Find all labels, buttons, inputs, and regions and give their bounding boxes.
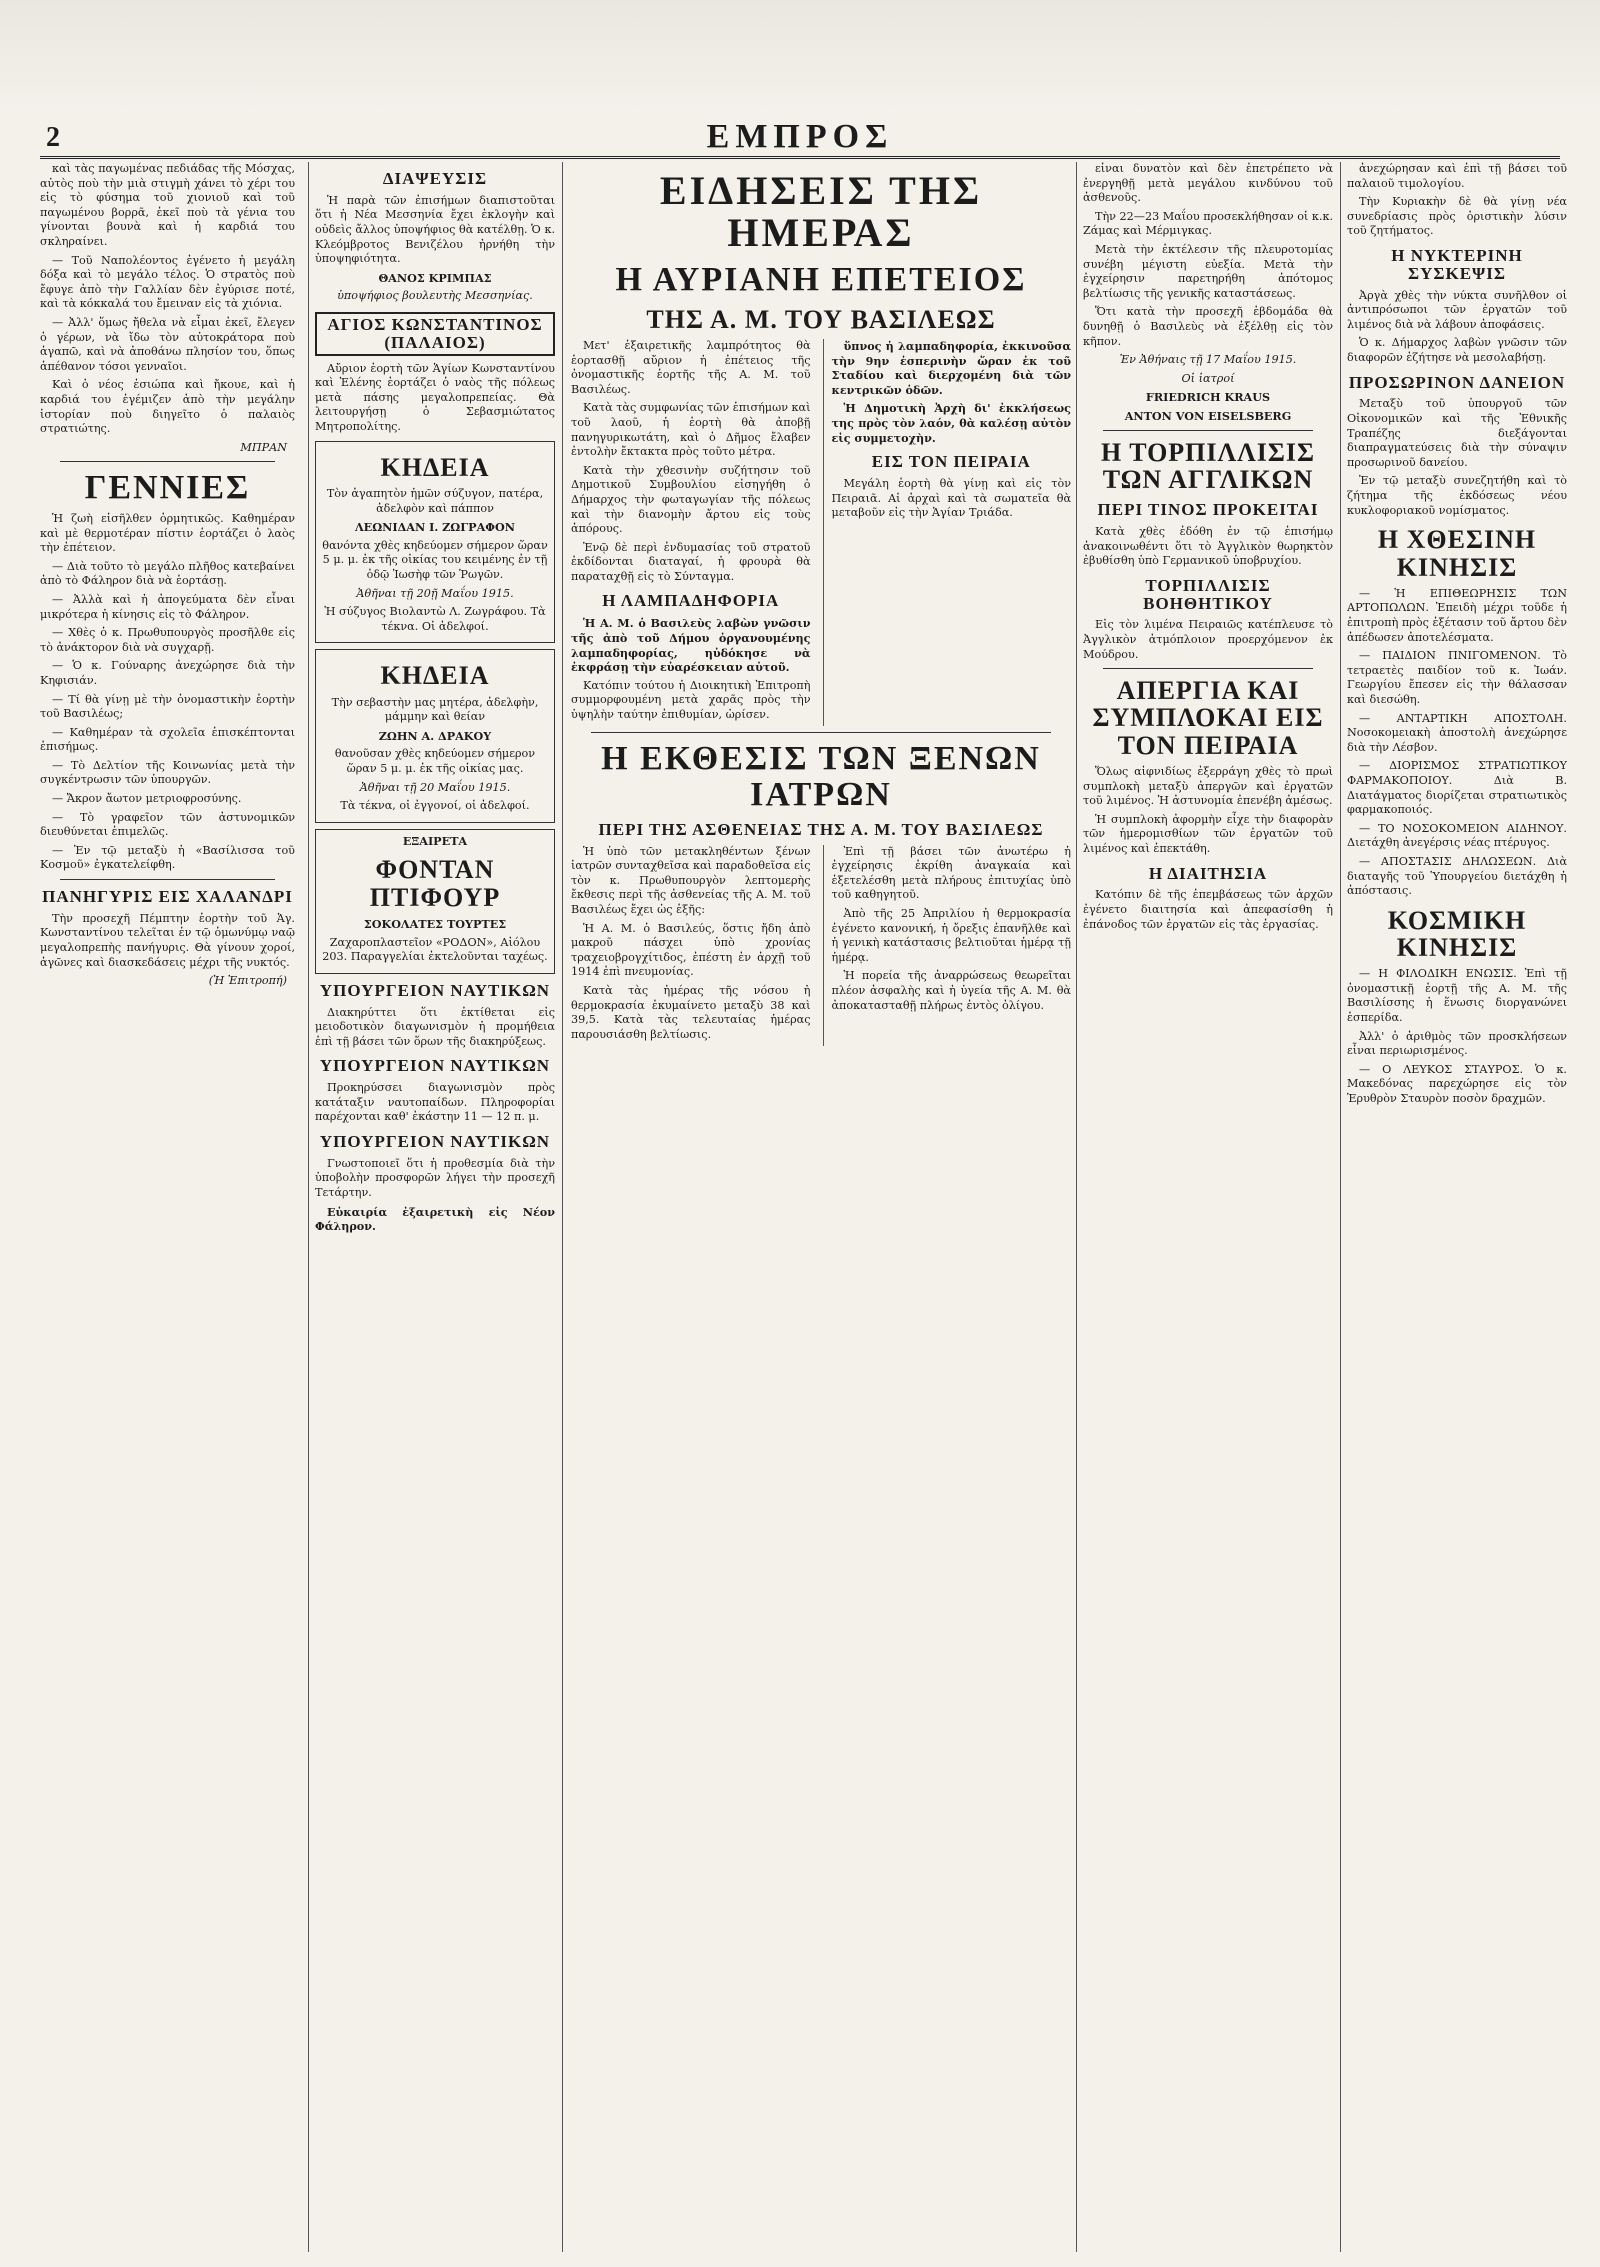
notice-text: Προκηρύσσει διαγωνισμὸν πρὸς κατάταξιν ναυτοπαίδων. Πληροφορίαι παρέχονται καθ' ἑκάστην 11 — 12 π. μ. bbox=[315, 1081, 555, 1124]
article-text: Ὅλως αἰφνιδίως ἐξερράγη χθὲς τὸ πρωὶ συμπλοκὴ μεταξὺ ἀπεργῶν καὶ ἐργατῶν τοῦ λιμένος. Ἡ ἀστυνομία ἐπενέβη ἀμέσως. bbox=[1083, 765, 1333, 808]
section-heading-news-of-day: ΕΙΔΗΣΕΙΣ ΤΗΣ ΗΜΕΡΑΣ bbox=[659, 168, 983, 255]
article-text: Ἡ Α. Μ. ὁ Βασιλεὺς λαβὼν γνῶσιν τῆς ἀπὸ τοῦ Δήμου ὀργανουμένης λαμπαδηφορίας, ηὐδόκησε νὰ ἐκφράσῃ τὴν εὐαρέσκειαν αὐτοῦ. bbox=[571, 616, 811, 675]
news-item: Τὴν προσεχῆ Πέμπτην ἑορτὴν τοῦ Ἁγ. Κωνσταντίνου τελεῖται ἐν τῷ ὁμωνύμῳ ναῷ μεγαλοπρεπὴς πανήγυρις. Θὰ γίνουν χοροί, ἀγῶνες καὶ διασκεδάσεις μέχρι τῆς νυκτός. bbox=[40, 911, 295, 969]
article-text: ὕπνος ἡ λαμπαδηφορία, ἐκκινοῦσα τὴν 9ην ἑσπερινὴν ὥραν ἐκ τοῦ Σταδίου καὶ διερχομένη διὰ τῶν κεντρικῶν ὁδῶν. bbox=[831, 338, 1071, 397]
funeral-family: Τὰ τέκνα, οἱ ἐγγονοί, οἱ ἀδελφοί. bbox=[340, 799, 530, 813]
article-text: καὶ τὰς παγωμένας πεδιάδας τῆς Μόσχας, αὐτὸς ποὺ τὴν μιὰ στιγμὴ χάνει τὸ χέρι του εἰς τὸ φύσημα τοῦ χιονιοῦ καὶ τοῦ παγωμένου βορρᾶ, ἐκεῖ ποὺ τὰ γένια του γίνονται βουνὰ καὶ ἡ καρδιά του σκληραίνει. bbox=[40, 162, 295, 248]
news-item: — Χθὲς ὁ κ. Πρωθυπουργὸς προσῆλθε εἰς τὸ ἀνάκτορον διὰ νὰ συγχαρῇ. bbox=[40, 626, 295, 654]
news-item: — Τί θὰ γίνῃ μὲ τὴν ὀνομαστικὴν ἑορτὴν τοῦ Βασιλέως; bbox=[40, 692, 295, 721]
article-text: — Τοῦ Ναπολέοντος ἐγένετο ἡ μεγάλη δόξα καὶ τὸ μεγάλο τέλος. Ὁ στρατὸς ποὺ ἔφυγε ἀπὸ τὴν Γαλλίαν δὲν ἐγύρισε ποτέ, καὶ τὰ κόκκαλά του ἔμειναν εἰς τὰ χιόνια. bbox=[40, 253, 295, 311]
funeral-name: ΖΩΗΝ Α. ΔΡΑΚΟΥ bbox=[378, 728, 492, 743]
notice-text: Γνωστοποιεῖ ὅτι ἡ προθεσμία διὰ τὴν ὑποβολὴν προσφορῶν λήγει τὴν προσεχῆ Τετάρτην. bbox=[315, 1156, 555, 1199]
column-3 bbox=[562, 162, 1079, 2252]
section-heading-church: ΑΓΙΟΣ ΚΩΝΣΤΑΝΤΙΝΟΣ (ΠΑΛΑΙΟΣ) bbox=[315, 312, 555, 356]
funeral-text: θανόντα χθὲς κηδεύομεν σήμερον ὥραν 5 μ. μ. ἐκ τῆς οἰκίας του κειμένης ἐν τῇ ὁδῷ Ἰωσὴφ τῶν Ῥωγῶν. bbox=[322, 538, 548, 581]
article-text: Ὅτι κατὰ τὴν προσεχῆ ἑβδομάδα θὰ δυνηθῇ ὁ Βασιλεὺς νὰ ἐξέλθῃ εἰς τὸν κῆπον. bbox=[1083, 305, 1333, 348]
divider bbox=[591, 732, 1051, 733]
signature-role: ὑποψήφιος βουλευτὴς Μεσσηνίας. bbox=[337, 289, 533, 303]
funeral-family: Ἡ σύζυγος Βιολαντὼ Λ. Ζωγράφου. Τὰ τέκνα. Οἱ ἀδελφοί. bbox=[324, 605, 546, 633]
headline-strike: ΑΠΕΡΓΙΑ ΚΑΙ ΣΥΜΠΛΟΚΑΙ ΕΙΣ ΤΟΝ ΠΕΙΡΑΙΑ bbox=[1092, 676, 1324, 760]
ad-text: Ζαχαροπλαστεῖον «ΡΟΔΟΝ», Αἰόλου 203. Παραγγελίαι ἐκτελοῦνται ταχέως. bbox=[322, 935, 548, 964]
signature-name: ΘΑΝΟΣ ΚΡΙΜΠΑΣ bbox=[378, 270, 492, 285]
article-text: Κατόπιν δὲ τῆς ἐπεμβάσεως τῶν ἀρχῶν ἐγένετο διαιτησία καὶ ἀπεφασίσθη ἡ ἐπάνοδος τῶν ἐργατῶν εἰς τὰς ἐργασίας. bbox=[1083, 888, 1333, 931]
ad-subtitle: ΣΟΚΟΛΑΤΕΣ ΤΟΥΡΤΕΣ bbox=[363, 916, 507, 931]
news-item: Αὔριον ἑορτὴ τῶν Ἁγίων Κωνσταντίνου καὶ Ἑλένης ἑορτάζει ὁ ναὸς τῆς πόλεως μετὰ πάσης μεγαλοπρεπείας. Θὰ λειτουργήσῃ ὁ Σεβασμιώτατος Μητροπολίτης. bbox=[315, 361, 555, 434]
news-item: — Καθημέραν τὰ σχολεῖα ἐπισκέπτονται ἐπισήμως. bbox=[40, 725, 295, 754]
subheading-auxiliary: ΤΟΡΠΙΛΛΙΣΙΣ ΒΟΗΘΗΤΙΚΟΥ bbox=[1143, 575, 1273, 613]
headline-loan: ΠΡΟΣΩΡΙΝΟΝ ΔΑΝΕΙΟΝ bbox=[1348, 372, 1566, 392]
news-item: — Ἡ ΕΠΙΘΕΩΡΗΣΙΣ ΤΩΝ ΑΡΤΟΠΩΛΩΝ. Ἐπειδὴ μέχρι τοῦδε ἡ ἐπιτροπὴ πρὸς ἐξέτασιν τοῦ ἄρτου δὲν ἀπέδωσεν ἀποτελέσματα. bbox=[1347, 586, 1567, 644]
article-text: Ἐν τῷ μεταξὺ συνεζητήθη καὶ τὸ ζήτημα τῆς ἐκδόσεως νέου κυκλοφοριακοῦ νομίσματος. bbox=[1347, 474, 1567, 517]
divider bbox=[1103, 668, 1313, 669]
article-text: Κατόπιν τούτου ἡ Διοικητικὴ Ἐπιτροπὴ συμμορφουμένη μετὰ χαρᾶς πρὸς τὴν ὑψηλὴν ταύτην ἐπιθυμίαν, ὡρίσεν. bbox=[571, 678, 811, 721]
section-heading-navy-1: ΥΠΟΥΡΓΕΙΟΝ ΝΑΥΤΙΚΩΝ bbox=[319, 980, 551, 1000]
column-5 bbox=[1340, 162, 1567, 2252]
advertisement-confectionery bbox=[315, 829, 555, 974]
divider bbox=[1103, 430, 1313, 431]
article-text: Εἰς τὸν λιμένα Πειραιῶς κατέπλευσε τὸ Ἀγγλικὸν ἀτμόπλοιον προερχόμενον ἐκ Μούδρου. bbox=[1083, 618, 1333, 661]
subheading-piraeus: ΕΙΣ ΤΟΝ ΠΕΙΡΑΙΑ bbox=[871, 452, 1031, 472]
article-text: ἀνεχώρησαν καὶ ἐπὶ τῇ βάσει τοῦ παλαιοῦ τιμολογίου. bbox=[1347, 162, 1567, 190]
news-item: — Η ΦΙΛΟΔΙΚΗ ΕΝΩΣΙΣ. Ἐπὶ τῇ ὀνομαστικῇ ἑορτῇ τῆς Α. Μ. τῆς Βασιλίσσης ἡ ἕνωσις διοργανώνει ἑσπερίδα. bbox=[1347, 967, 1567, 1025]
notice-text: Εὐκαιρία ἐξαιρετικὴ εἰς Νέον Φάληρον. bbox=[315, 1204, 555, 1234]
section-heading-births: ΓΕΝΝΙΕΣ bbox=[84, 469, 251, 507]
headline-torpedoing: Η ΤΟΡΠΙΛΛΙΣΙΣ ΤΩΝ ΑΓΓΛΙΚΩΝ bbox=[1100, 437, 1316, 494]
subheading-torchlight: Η ΛΑΜΠΑΔΗΦΟΡΙΑ bbox=[602, 591, 780, 611]
article-text: Ἡ Α. Μ. ὁ Βασιλεύς, ὅστις ἤδη ἀπὸ μακροῦ πάσχει ὑπὸ χρονίας τραχειοβρογχίτιδος, ἐπέστη ἐν ἀρχῇ τοῦ 1914 ἐπὶ πνευμονίας. bbox=[571, 921, 811, 979]
article-text: — Ἀλλ' ὅμως ἤθελα νὰ εἶμαι ἐκεῖ, ἔλεγεν ὁ γέρων, νὰ ἴδω τὸν αὐτοκράτορα ποὺ ἀγαπῶ, καὶ νὰ ἀποθάνω πλησίον του, ὅπως ἀπέθανον τόσοι γενναῖοι. bbox=[40, 315, 295, 373]
article-text: Ἡ συμπλοκὴ ἀφορμὴν εἶχε τὴν διαφορὰν τῶν ἡμερομισθίων τῶν ἐργατῶν τοῦ λιμένος καὶ ἐπεκτάθη. bbox=[1083, 812, 1333, 856]
doctors-label: Οἱ ἰατροί bbox=[1181, 371, 1235, 385]
column-4 bbox=[1076, 162, 1339, 2252]
headline-yesterday-movement: Η ΧΘΕΣΙΝΗ ΚΙΝΗΣΙΣ bbox=[1377, 525, 1537, 582]
article-text: Τὴν 22—23 Μαΐου προσεκλήθησαν οἱ κ.κ. Ζάμας καὶ Μέρμιγκας. bbox=[1083, 209, 1333, 238]
divider bbox=[60, 461, 275, 462]
funeral-text: θανοῦσαν χθὲς κηδεύομεν σήμερον ὥραν 5 μ. μ. ἐκ τῆς οἰκίας μας. bbox=[334, 747, 536, 775]
newspaper-title: ΕΜΠΡΟΣ bbox=[706, 118, 894, 155]
funeral-intro: Τὴν σεβαστὴν μας μητέρα, ἀδελφὴν, μάμμην καὶ θείαν bbox=[331, 695, 539, 724]
news-item: — ΠΑΙΔΙΟΝ ΠΝΙΓΟΜΕΝΟΝ. Τὸ τετραετὲς παιδίον τοῦ κ. Ἰωάν. Γεωργίου ἔπεσεν εἰς τὴν θάλασσαν καὶ διεσώθη. bbox=[1347, 649, 1567, 706]
section-heading-festival: ΠΑΝΗΓΥΡΙΣ ΕΙΣ ΧΑΛΑΝΔΡΙ bbox=[42, 887, 293, 907]
article-text: Κατὰ χθὲς ἐδόθη ἐν τῷ ἐπισήμῳ ἀνακοινωθέντι ὅτι τὸ Ἀγγλικὸν θωρηκτὸν ἐβυθίσθη ὑπὸ Γερμανικοῦ ὑποβρυχίου. bbox=[1083, 524, 1333, 568]
page-number: 2 bbox=[46, 122, 60, 153]
report-article bbox=[571, 845, 1071, 1047]
article-text: Τὴν Κυριακὴν δὲ θὰ γίνῃ νέα συνεδρίασις πρὸς ὁριστικὴν λύσιν τοῦ ζητήματος. bbox=[1347, 195, 1567, 238]
news-item: — ΔΙΟΡΙΣΜΟΣ ΣΤΡΑΤΙΩΤΙΚΟΥ ΦΑΡΜΑΚΟΠΟΙΟΥ. Διὰ Β. Διατάγματος διορίζεται στρατιωτικὸς φαρμακοποιός. bbox=[1347, 759, 1567, 817]
section-heading-navy-2: ΥΠΟΥΡΓΕΙΟΝ ΝΑΥΤΙΚΩΝ bbox=[319, 1056, 551, 1076]
news-item: — Ἀλλὰ καὶ ἡ ἀπογεύματα δὲν εἶναι μικρότερα ἡ κίνησις εἰς τὸ Φάληρον. bbox=[40, 592, 295, 621]
headline-doctors-report-sub: ΠΕΡΙ ΤΗΣ ΑΣΘΕΝΕΙΑΣ ΤΗΣ Α. Μ. ΤΟΥ ΒΑΣΙΛΕΩΣ bbox=[598, 819, 1044, 839]
doctor-name: ANTON VON EISELSBERG bbox=[1124, 408, 1292, 423]
news-item: Ἡ παρὰ τῶν ἐπισήμων διαπιστοῦται ὅτι ἡ Νέα Μεσσηνία ἔχει ἐκλογὴν καὶ οὐδεὶς ἄλλος ὑποψήφιος θὰ κατέλθῃ. Ὁ κ. Κλεόμβροτος Βενιζέλου ἠρνήθη τὴν ὑποψηφιότητα. bbox=[315, 193, 555, 266]
article-text: Μεταξὺ τοῦ ὑπουργοῦ τῶν Οἰκονομικῶν καὶ τῆς Ἐθνικῆς Τραπέζης διεξάγονται διαπραγματεύσεις διὰ τὴν σύναψιν προσωρινοῦ δανείου. bbox=[1347, 397, 1567, 469]
funeral-date: Ἀθῆναι τῇ 20ῇ Μαΐου 1915. bbox=[356, 586, 514, 600]
news-item: — Ἐν τῷ μεταξὺ ἡ «Βασίλισσα τοῦ Κοσμοῦ» ἐγκατελείφθη. bbox=[40, 843, 295, 872]
article-text: Κατὰ τὰς ἡμέρας τῆς νόσου ἡ θερμοκρασία ἐκυμαίνετο μεταξὺ 38 καὶ 39,5. Κατὰ τὰς τελευταίας ἡμέρας παρουσιάσθη βελτίωσις. bbox=[571, 984, 811, 1041]
news-item: Ἀλλ' ὁ ἀριθμὸς τῶν προσκλήσεων εἶναι περιωρισμένος. bbox=[1347, 1029, 1567, 1058]
funeral-name: ΛΕΩΝΙΔΑΝ Ι. ΖΩΓΡΑΦΟΝ bbox=[354, 520, 515, 535]
divider bbox=[60, 879, 275, 880]
funeral-notice-1 bbox=[315, 441, 555, 644]
article-text: Ἀπὸ τῆς 25 Ἀπριλίου ἡ θερμοκρασία ἐγένετο κανονική, ἡ ὄρεξις ἐπανῆλθε καὶ ἡ γενικὴ κατάστασις βελτιοῦται ἡμέρᾳ τῇ ἡμέρᾳ. bbox=[831, 907, 1071, 964]
headline-anniversary: Η ΑΥΡΙΑΝΗ ΕΠΕΤΕΙΟΣ bbox=[615, 261, 1027, 298]
news-item: — ΑΠΟΣΤΑΣΙΣ ΔΗΛΩΣΕΩΝ. Διὰ διαταγῆς τοῦ Ὑπουργείου διετάχθη ἡ ἀπόστασις. bbox=[1347, 854, 1567, 898]
funeral-date: Ἀθῆναι τῇ 20 Μαΐου 1915. bbox=[359, 780, 511, 794]
article-text: Ἐνῷ δὲ περὶ ἐνδυμασίας τοῦ στρατοῦ ἐκδίδονται διαταγαί, ἡ φρουρὰ θὰ παραταχθῇ εἰς τὸ Σύνταγμα. bbox=[571, 540, 811, 583]
article-text: Ἡ ὑπὸ τῶν μετακληθέντων ξένων ἰατρῶν συνταχθεῖσα καὶ παραδοθεῖσα εἰς τὸν κ. Πρωθυπουργὸν λεπτομερὴς ἔκθεσις περὶ τῆς ἀσθενείας τῆς Α. Μ. τοῦ Βασιλέως ἔχει ὡς ἑξῆς: bbox=[571, 844, 811, 917]
page-top-margin bbox=[0, 0, 1600, 110]
article-text: Ἀργὰ χθὲς τὴν νύκτα συνῆλθον οἱ ἀντιπρόσωποι τῶν ἐργατῶν τοῦ λιμένος διὰ νὰ λάβουν ἀποφάσεις. bbox=[1347, 288, 1567, 331]
article-text: Ἡ Δημοτικὴ Ἀρχὴ δι' ἐκκλήσεως της πρὸς τὸν λαόν, θὰ καλέσῃ αὐτὸν εἰς συμμετοχὴν. bbox=[831, 401, 1071, 445]
column-1 bbox=[40, 162, 301, 2252]
news-item: Ἡ ζωὴ εἰσῆλθεν ὁρμητικῶς. Καθημέραν καὶ μὲ θερμοτέραν πίστιν ἑορτάζει ὁ λαὸς τὴν ἐπέτειον. bbox=[40, 511, 295, 555]
anniversary-left bbox=[571, 339, 811, 727]
article-text: Καὶ ὁ νέος ἐσιώπα καὶ ἤκουε, καὶ ἡ καρδιά του ἐγέμιζεν ἀπὸ τὴν μεγάλην ἱστορίαν ποὺ διηγεῖτο ὁ παλαιὸς στρατιώτης. bbox=[40, 378, 295, 436]
section-heading-navy-3: ΥΠΟΥΡΓΕΙΟΝ ΝΑΥΤΙΚΩΝ bbox=[319, 1131, 551, 1151]
news-item: — Τὸ Δελτίον τῆς Κοινωνίας μετὰ τὴν συγκέντρωσιν τῶν ὑπουργῶν. bbox=[40, 758, 295, 787]
notice-text: Διακηρύττει ὅτι ἐκτίθεται εἰς μειοδοτικὸν διαγωνισμὸν ἡ προμήθεια ἐπὶ τῇ βάσει τῶν ὅρων τῆς διακηρύξεως. bbox=[315, 1005, 555, 1048]
news-item: — Διὰ τοῦτο τὸ μεγάλο πλῆθος κατεβαίνει ἀπὸ τὸ Φάληρον διὰ νὰ ἑορτάσῃ. bbox=[40, 559, 295, 588]
article-text: Μετὰ τὴν ἐκτέλεσιν τῆς πλευροτομίας συνέβη μέγιστη εὐεξία. Μετὰ τὴν ἐγχείρησιν παρετηρήθη ἀπότομος βελτίωσις τῆς γενικῆς καταστάσεως. bbox=[1083, 242, 1333, 300]
section-heading-denials: ΔΙΑΨΕΥΣΙΣ bbox=[382, 169, 488, 188]
report-left bbox=[571, 845, 811, 1047]
funeral-heading: ΚΗΔΕΙΑ bbox=[380, 452, 490, 482]
subheading-night-meeting: Η ΝΥΚΤΕΡΙΝΗ ΣΥΣΚΕΨΙΣ bbox=[1391, 245, 1523, 283]
article-text: Κατὰ τὰς συμφωνίας τῶν ἐπισήμων καὶ τοῦ λαοῦ, ἡ ἑορτὴ θὰ ἀποβῇ πανηγυρικωτάτη, καὶ ὁ Δῆμος ἔλαβεν ἐντολὴν ἔκτακτα πρὸς τοῦτο μέτρα. bbox=[571, 401, 811, 459]
article-text: Ἡ πορεία τῆς ἀναρρώσεως θεωρεῖται πλέον ἀσφαλὴς καὶ ἡ ὑγεία τῆς Α. Μ. θὰ ἀποκατασταθῇ πλήρως ἐντὸς ὀλίγου. bbox=[831, 969, 1071, 1012]
article-signature: ΜΠΡΑΝ bbox=[240, 440, 287, 454]
subheading-arbitration: Η ΔΙΑΙΤΗΣΙΑ bbox=[1148, 863, 1268, 883]
article-text: Μετ' ἐξαιρετικῆς λαμπρότητος θὰ ἑορτασθῇ αὔριον ἡ ἐπέτειος τῆς ὀνομαστικῆς ἑορτῆς τῆς Α. Μ. τοῦ Βασιλέως. bbox=[571, 338, 811, 396]
article-text: Ὁ κ. Δήμαρχος λαβὼν γνῶσιν τῶν διαφορῶν ἐζήτησε νὰ μεσολαβήσῃ. bbox=[1347, 336, 1567, 365]
news-item: — Τὸ γραφεῖον τῶν ἀστυνομικῶν διευθύνεται ἐπιμελῶς. bbox=[40, 810, 295, 839]
news-item: — Ἄκρον ἄωτον μετριοφροσύνης. bbox=[52, 792, 242, 806]
article-text: εἶναι δυνατὸν καὶ δὲν ἐπετρέπετο νὰ ἐνεργηθῇ μετὰ μεγάλου κινδύνου τοῦ ἀσθενοῦς. bbox=[1083, 162, 1333, 205]
report-date: Ἐν Ἀθήναις τῇ 17 Μαΐου 1915. bbox=[1119, 353, 1297, 367]
anniversary-article bbox=[571, 339, 1071, 727]
funeral-intro: Τὸν ἀγαπητὸν ἡμῶν σύζυγον, πατέρα, ἀδελφὸν καὶ πάππον bbox=[326, 486, 544, 515]
funeral-heading: ΚΗΔΕΙΑ bbox=[380, 661, 490, 691]
article-signature: (Ἡ Ἐπιτροπή) bbox=[208, 974, 287, 988]
ad-brand: ΦΟΝΤΑΝ ΠΤΙΦΟΥΡ bbox=[369, 855, 501, 912]
anniversary-right bbox=[823, 339, 1072, 727]
headline-torpedoing-sub: ΠΕΡΙ ΤΙΝΟΣ ΠΡΟΚΕΙΤΑΙ bbox=[1097, 500, 1319, 520]
columns bbox=[40, 162, 1567, 2252]
masthead bbox=[40, 118, 1560, 159]
headline-social-movement: ΚΟΣΜΙΚΗ ΚΙΝΗΣΙΣ bbox=[1387, 905, 1527, 962]
news-item: — ΤΟ ΝΟΣΟΚΟΜΕΙΟΝ ΑΙΔΗΝΟΥ. Διετάχθη ἀνεγέρσις νέας πτέρυγος. bbox=[1347, 821, 1567, 850]
article-text: Ἐπὶ τῇ βάσει τῶν ἀνωτέρω ἡ ἐγχείρησις ἐκρίθη ἀναγκαία καὶ ἐξετελέσθη μετὰ πλήρους ἐπιτυχίας ὑπὸ τοῦ καθηγητοῦ. bbox=[831, 844, 1071, 902]
news-item: — Ο ΛΕΥΚΟΣ ΣΤΑΥΡΟΣ. Ὁ κ. Μακεδόνας παρεχώρησε εἰς τὸν Ἐρυθρὸν Σταυρὸν ποσὸν δραχμῶν. bbox=[1347, 1062, 1567, 1106]
news-item: — Ὁ κ. Γούναρης ἀνεχώρησε διὰ τὴν Κηφισιάν. bbox=[40, 659, 295, 687]
report-right bbox=[823, 845, 1072, 1047]
headline-doctors-report: Η ΕΚΘΕΣΙΣ ΤΩΝ ΞΕΝΩΝ ΙΑΤΡΩΝ bbox=[601, 740, 1041, 814]
article-text: Κατὰ τὴν χθεσινὴν συζήτησιν τοῦ Δημοτικοῦ Συμβουλίου εἰσηγήθη ὁ Δήμαρχος τὴν φωταγωγίαν τῆς πόλεως καὶ τὴν διανομὴν ἄρτου εἰς τοὺς ἀπόρους. bbox=[571, 463, 811, 536]
news-item: — ΑΝΤΑΡΤΙΚΗ ΑΠΟΣΤΟΛΗ. Νοσοκομειακὴ ἀποστολὴ ἀνεχώρησε διὰ τὴν Λέσβον. bbox=[1347, 711, 1567, 754]
ad-tagline: ΕΞΑΙΡΕΤΑ bbox=[402, 833, 468, 848]
headline-anniversary-sub: ΤΗΣ Α. Μ. ΤΟΥ ΒΑΣΙΛΕΩΣ bbox=[646, 304, 996, 334]
doctor-name: FRIEDRICH KRAUS bbox=[1145, 390, 1271, 405]
article-text: Μεγάλη ἑορτὴ θὰ γίνῃ καὶ εἰς τὸν Πειραιᾶ. Αἱ ἀρχαὶ καὶ τὰ σωματεῖα θὰ μεταβοῦν εἰς τὴν Ἁγίαν Τριάδα. bbox=[831, 476, 1071, 520]
funeral-notice-2 bbox=[315, 649, 555, 822]
column-2 bbox=[308, 162, 561, 2252]
